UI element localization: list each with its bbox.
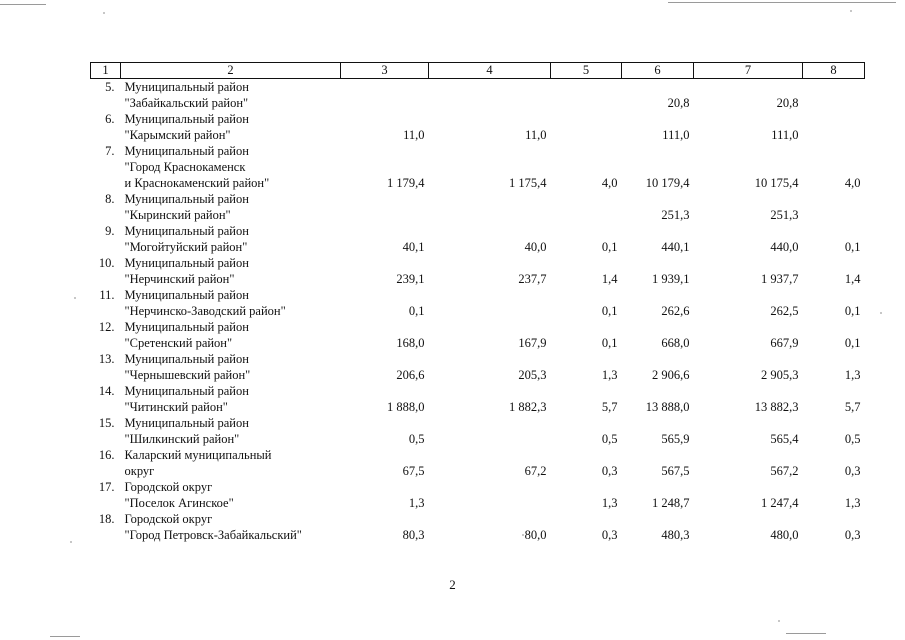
cell-col8 — [803, 111, 865, 143]
data-table — [90, 62, 865, 543]
row-number: 18. — [98, 512, 115, 526]
cell-col3: 1 179,4 — [387, 176, 425, 190]
cell-col3: 1,3 — [408, 496, 425, 510]
cell-col4: 167,9 — [518, 336, 547, 350]
column-header-3: 3 — [341, 63, 429, 79]
scan-artifact-top-right — [668, 2, 896, 3]
row-name: Муниципальный район "Карымский район" — [124, 112, 249, 142]
cell-col4: 40,0 — [524, 240, 547, 254]
row-number: 6. — [105, 112, 115, 126]
cell-col4: 205,3 — [518, 368, 547, 382]
cell-col3: 206,6 — [396, 368, 425, 382]
cell-col7: 13 882,3 — [754, 400, 799, 414]
cell-col5 — [551, 79, 622, 112]
scan-speck — [778, 620, 780, 622]
cell-col6: 668,0 — [661, 336, 690, 350]
cell-col7: 1 937,7 — [761, 272, 799, 286]
cell-col8: 5,7 — [844, 400, 861, 414]
row-number: 5. — [105, 80, 115, 94]
cell-col7: 565,4 — [770, 432, 799, 446]
cell-col5 — [551, 111, 622, 143]
cell-col5: 4,0 — [601, 176, 618, 190]
row-number: 8. — [105, 192, 115, 206]
scan-speck — [103, 12, 105, 14]
cell-col8: 1,4 — [844, 272, 861, 286]
cell-col7: 480,0 — [770, 528, 799, 542]
row-name: Городской округ "Город Петровск-Забайкальский" — [124, 512, 302, 542]
row-number: 12. — [98, 320, 115, 334]
cell-col6: 20,8 — [667, 96, 690, 110]
scan-artifact-top-left — [0, 4, 46, 5]
cell-col3: 0,1 — [408, 304, 425, 318]
cell-col4: 1 175,4 — [509, 176, 547, 190]
row-name: Городской округ "Поселок Агинское" — [124, 480, 234, 510]
row-number: 7. — [105, 144, 115, 158]
row-name: Муниципальный район "Город Краснокаменск и Краснокаменский район" — [124, 144, 270, 190]
cell-col3: 80,3 — [402, 528, 425, 542]
table-row — [91, 479, 865, 511]
header-row — [91, 63, 865, 79]
cell-col4: 1 882,3 — [509, 400, 547, 414]
cell-col4: 67,2 — [524, 464, 547, 478]
table-row — [91, 79, 865, 112]
cell-col7: 20,8 — [776, 96, 799, 110]
row-name: Муниципальный район "Чернышевский район" — [124, 352, 251, 382]
cell-col8: 0,1 — [844, 304, 861, 318]
row-name: Муниципальный район "Кыринский район" — [124, 192, 249, 222]
cell-col3: 40,1 — [402, 240, 425, 254]
column-header-1: 1 — [91, 63, 121, 79]
table-row — [91, 287, 865, 319]
cell-col5: 0,1 — [601, 336, 618, 350]
row-name: Муниципальный район "Шилкинский район" — [124, 416, 249, 446]
row-number: 9. — [105, 224, 115, 238]
cell-col6: 10 179,4 — [645, 176, 690, 190]
table-row — [91, 191, 865, 223]
cell-col5 — [551, 191, 622, 223]
row-name: Муниципальный район "Сретенский район" — [124, 320, 249, 350]
row-name: Каларский муниципальный округ — [124, 448, 272, 478]
cell-col3: 67,5 — [402, 464, 425, 478]
scan-artifact-bottom-right — [786, 633, 826, 634]
row-number: 17. — [98, 480, 115, 494]
cell-col6: 1 248,7 — [652, 496, 690, 510]
cell-col6: 1 939,1 — [652, 272, 690, 286]
cell-col8: 0,1 — [844, 240, 861, 254]
row-name: Муниципальный район "Читинский район" — [124, 384, 249, 414]
cell-col6: 565,9 — [661, 432, 690, 446]
cell-col7: 262,5 — [770, 304, 799, 318]
cell-col8: 0,1 — [844, 336, 861, 350]
table-row — [91, 111, 865, 143]
scan-speck — [74, 297, 76, 299]
row-name: Муниципальный район "Нерчинский район" — [124, 256, 249, 286]
cell-col3: 0,5 — [408, 432, 425, 446]
table-row — [91, 351, 865, 383]
row-name: Муниципальный район "Могойтуйский район" — [124, 224, 249, 254]
scan-speck — [70, 541, 72, 543]
column-header-5: 5 — [551, 63, 622, 79]
cell-col6: 13 888,0 — [645, 400, 690, 414]
table-row — [91, 143, 865, 191]
cell-col5: 5,7 — [601, 400, 618, 414]
cell-col3: 168,0 — [396, 336, 425, 350]
cell-col7: 567,2 — [770, 464, 799, 478]
table-row — [91, 255, 865, 287]
table-row — [91, 511, 865, 543]
cell-col7: 2 905,3 — [761, 368, 799, 382]
table-body — [91, 79, 865, 544]
scan-speck — [850, 10, 852, 12]
cell-col6: 111,0 — [662, 128, 690, 142]
table-row — [91, 319, 865, 351]
cell-col6: 262,6 — [661, 304, 690, 318]
cell-col5: 0,3 — [601, 528, 618, 542]
row-number: 11. — [99, 288, 115, 302]
cell-col7: 111,0 — [771, 128, 799, 142]
row-number: 13. — [98, 352, 115, 366]
cell-col4 — [429, 79, 551, 112]
cell-col4: 237,7 — [518, 272, 547, 286]
row-name: Муниципальный район "Нерчинско-Заводский район" — [124, 288, 286, 318]
cell-col5: 0,5 — [601, 432, 618, 446]
cell-col5: 1,4 — [601, 272, 618, 286]
row-number: 16. — [98, 448, 115, 462]
row-number: 15. — [98, 416, 115, 430]
table-row — [91, 447, 865, 479]
cell-col7: 251,3 — [770, 208, 799, 222]
cell-col6: 440,1 — [661, 240, 690, 254]
cell-col8: 0,3 — [844, 528, 861, 542]
cell-col7: 10 175,4 — [754, 176, 799, 190]
row-name: Муниципальный район "Забайкальский район" — [124, 80, 249, 110]
cell-col4 — [429, 479, 551, 511]
cell-col4: 11,0 — [525, 128, 547, 142]
row-number: 14. — [98, 384, 115, 398]
cell-col4 — [429, 191, 551, 223]
cell-col3 — [341, 191, 429, 223]
cell-col8 — [803, 191, 865, 223]
cell-col8 — [803, 79, 865, 112]
cell-col7: 1 247,4 — [761, 496, 799, 510]
column-header-8: 8 — [803, 63, 865, 79]
cell-col8: 4,0 — [844, 176, 861, 190]
scan-speck — [880, 312, 882, 314]
table-row — [91, 223, 865, 255]
cell-col8: 0,5 — [844, 432, 861, 446]
cell-col5: 1,3 — [601, 368, 618, 382]
cell-col3: 1 888,0 — [387, 400, 425, 414]
column-header-7: 7 — [694, 63, 803, 79]
cell-col8: 0,3 — [844, 464, 861, 478]
cell-col7: 440,0 — [770, 240, 799, 254]
cell-col7: 667,9 — [770, 336, 799, 350]
cell-col4 — [429, 287, 551, 319]
cell-col6: 2 906,6 — [652, 368, 690, 382]
cell-col5: 0,1 — [601, 240, 618, 254]
cell-col8: 1,3 — [844, 496, 861, 510]
cell-col6: 567,5 — [661, 464, 690, 478]
cell-col3: 11,0 — [403, 128, 425, 142]
row-number: 10. — [98, 256, 115, 270]
column-header-4: 4 — [429, 63, 551, 79]
column-header-2: 2 — [121, 63, 341, 79]
cell-col4: 80,0 — [524, 528, 547, 542]
cell-col6: 480,3 — [661, 528, 690, 542]
table-row — [91, 415, 865, 447]
cell-col5: 0,1 — [601, 304, 618, 318]
cell-col6: 251,3 — [661, 208, 690, 222]
cell-col5: 1,3 — [601, 496, 618, 510]
page-number: 2 — [449, 577, 456, 592]
table-row — [91, 383, 865, 415]
cell-col8: 1,3 — [844, 368, 861, 382]
cell-col5: 0,3 — [601, 464, 618, 478]
cell-col3 — [341, 79, 429, 112]
cell-col3: 239,1 — [396, 272, 425, 286]
cell-col4 — [429, 415, 551, 447]
scan-artifact-bottom-left — [50, 636, 80, 637]
column-header-6: 6 — [622, 63, 694, 79]
